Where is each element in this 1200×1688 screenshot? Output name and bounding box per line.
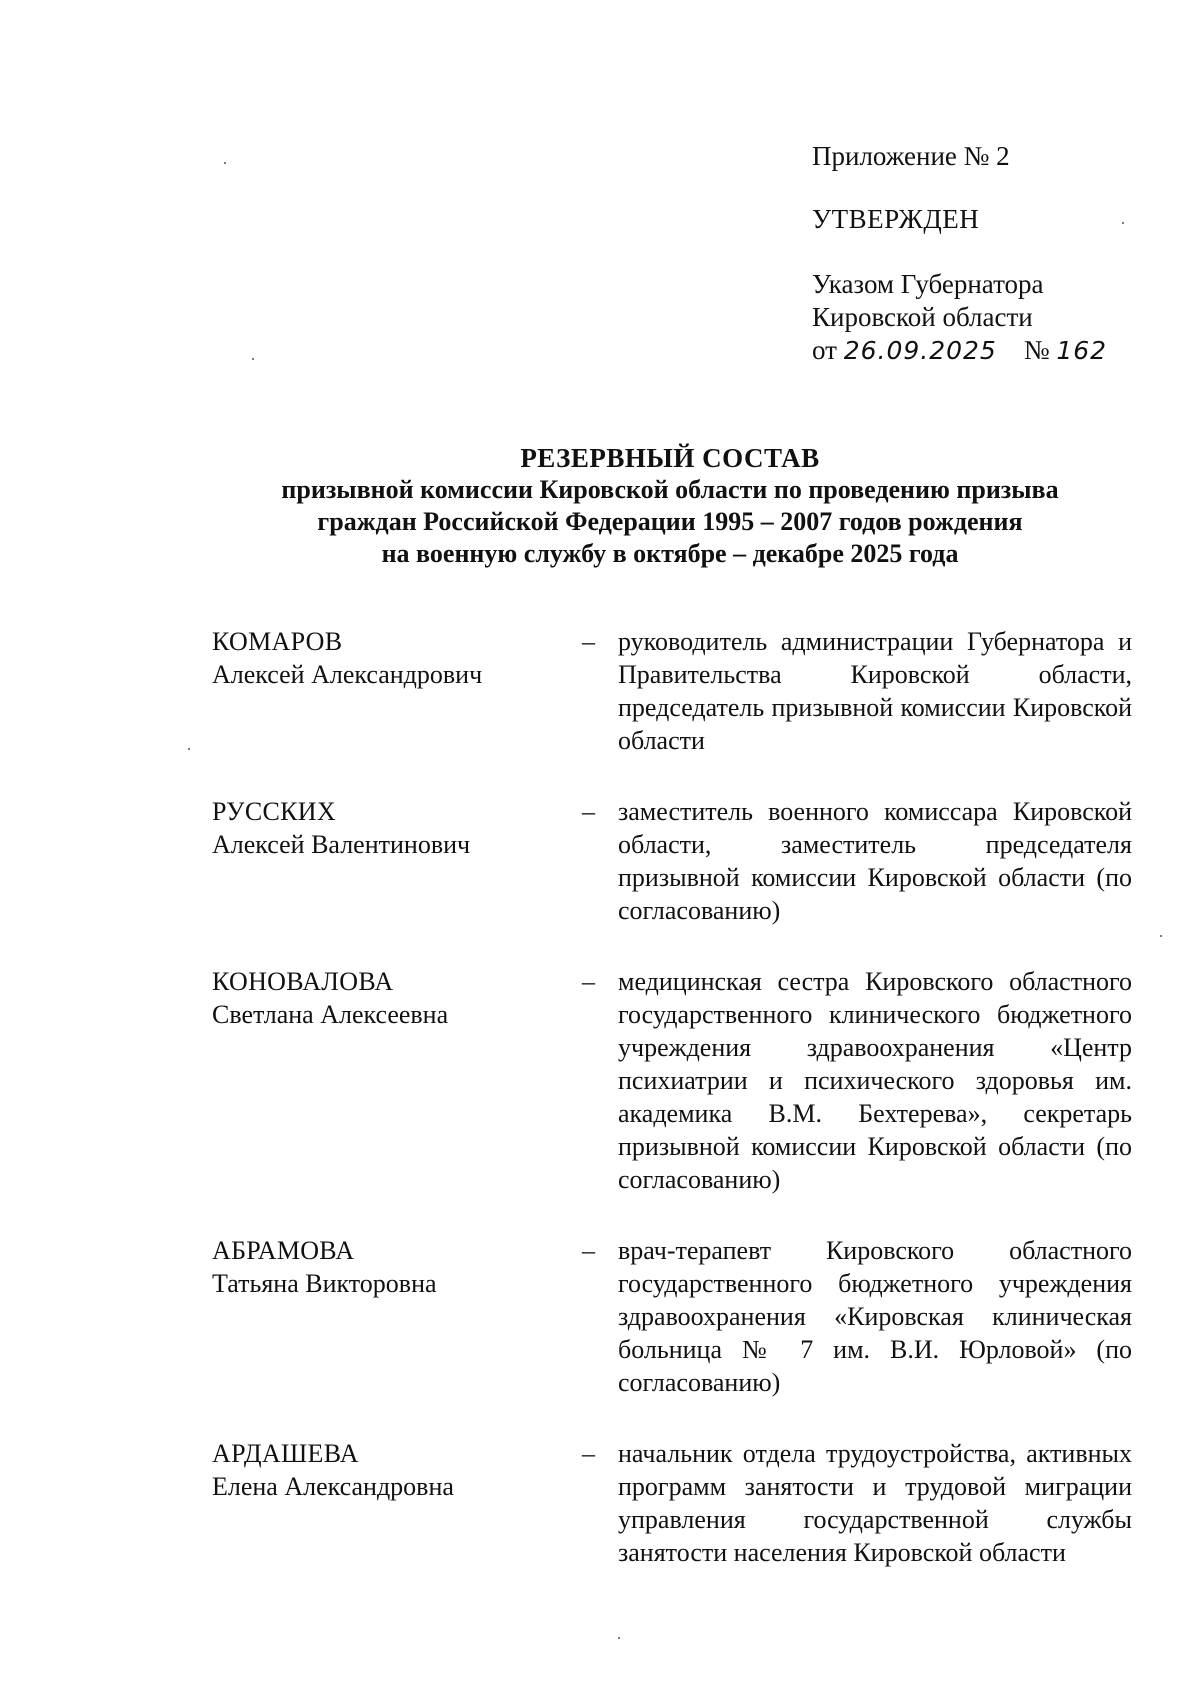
member-dash: – (582, 967, 595, 996)
members-list (212, 625, 1132, 1607)
member-dash: – (582, 1236, 595, 1265)
title-line-3: граждан Российской Федерации 1995 – 2007 годов рождения (317, 507, 1023, 536)
handwritten-date: 26.09.2025 (843, 336, 997, 365)
decree-line-1: Указом Губернатора (812, 269, 1044, 299)
scan-speck (224, 162, 226, 164)
number-prefix: № (1023, 335, 1050, 365)
member-surname: КОМАРОВ (212, 627, 343, 656)
title-main: РЕЗЕРВНЫЙ СОСТАВ (520, 443, 820, 473)
member-dash: – (582, 627, 595, 656)
member-description: руководитель администрации Губернатора и Правительства Кировской области, председатель призывной комиссии Кировской области (618, 627, 1132, 755)
member-row (212, 1234, 1132, 1399)
member-surname: АРДАШЕВА (212, 1439, 359, 1468)
annex-label: Приложение № 2 (812, 141, 1010, 171)
member-surname: РУССКИХ (212, 797, 336, 826)
member-name (212, 1437, 582, 1569)
member-name (212, 965, 582, 1196)
approval-block (812, 140, 1142, 367)
member-given-name: Алексей Александрович (212, 660, 483, 689)
decree-date-line (812, 334, 1142, 367)
member-row (212, 795, 1132, 927)
scan-speck (1160, 935, 1162, 937)
member-description: начальник отдела трудоустройства, активных программ занятости и трудовой миграции управления государственной службы занятости населения Кировской области (618, 1439, 1132, 1567)
member-name (212, 625, 582, 757)
decree-line-2: Кировской области (812, 302, 1033, 332)
member-description: медицинская сестра Кировского областного государственного клинического бюджетного учреждения здравоохранения «Центр психиатрии и психического здоровья им. академика В.М. Бехтерева», секретарь призывной комиссии Кировской области (по согласованию) (618, 967, 1132, 1194)
scan-speck (188, 748, 190, 750)
member-row (212, 965, 1132, 1196)
member-given-name: Елена Александровна (212, 1472, 454, 1501)
scan-speck (618, 1637, 620, 1639)
member-given-name: Алексей Валентинович (212, 830, 471, 859)
member-given-name: Светлана Алексеевна (212, 1000, 449, 1029)
member-surname: КОНОВАЛОВА (212, 967, 394, 996)
scan-speck (252, 358, 254, 360)
member-description: заместитель военного комиссара Кировской области, заместитель председателя призывной комиссии Кировской области (по согласованию) (618, 797, 1132, 925)
member-description: врач-терапевт Кировского областного государственного бюджетного учреждения здравоохранения «Кировская клиническая больница № 7 им. В.И. Юрловой» (по согласованию) (618, 1236, 1132, 1397)
title-line-2: призывной комиссии Кировской области по проведению призыва (281, 475, 1059, 504)
scan-speck (1122, 222, 1124, 224)
document-title (120, 442, 1200, 570)
date-prefix: от (812, 335, 837, 365)
member-given-name: Татьяна Викторовна (212, 1269, 437, 1298)
member-name (212, 1234, 582, 1399)
member-name (212, 795, 582, 927)
member-surname: АБРАМОВА (212, 1236, 355, 1265)
member-row (212, 625, 1132, 757)
approved-label: УТВЕРЖДЕН (812, 204, 980, 234)
handwritten-number: 162 (1056, 336, 1108, 365)
member-dash: – (582, 1439, 595, 1468)
title-line-4: на военную службу в октябре – декабре 2025 года (381, 539, 959, 568)
member-dash: – (582, 797, 595, 826)
member-row (212, 1437, 1132, 1569)
